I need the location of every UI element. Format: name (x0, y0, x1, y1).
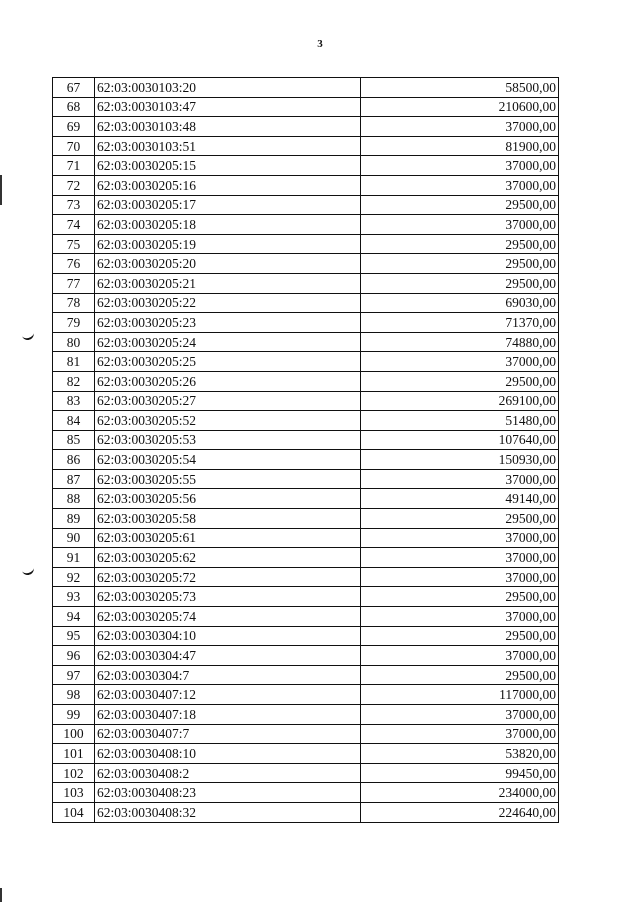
value-cell: 51480,00 (361, 411, 559, 431)
cadastral-number-cell: 62:03:0030408:2 (95, 763, 361, 783)
row-number-cell: 102 (53, 763, 95, 783)
cadastral-number-cell: 62:03:0030103:48 (95, 117, 361, 137)
table-row (53, 626, 559, 646)
value-cell: 37000,00 (361, 352, 559, 372)
row-number-cell: 104 (53, 802, 95, 822)
row-number-cell: 94 (53, 607, 95, 627)
row-number-cell: 68 (53, 97, 95, 117)
row-number-cell: 87 (53, 469, 95, 489)
cadastral-number-cell: 62:03:0030205:24 (95, 332, 361, 352)
table-row (53, 528, 559, 548)
cadastral-number-cell: 62:03:0030205:19 (95, 234, 361, 254)
table-row (53, 665, 559, 685)
value-cell: 99450,00 (361, 763, 559, 783)
value-cell: 37000,00 (361, 705, 559, 725)
row-number-cell: 86 (53, 450, 95, 470)
row-number-cell: 101 (53, 744, 95, 764)
cadastral-number-cell: 62:03:0030205:56 (95, 489, 361, 509)
table-row (53, 685, 559, 705)
table-row (53, 332, 559, 352)
table-row (53, 607, 559, 627)
row-number-cell: 103 (53, 783, 95, 803)
table-row (53, 705, 559, 725)
cadastral-number-cell: 62:03:0030205:16 (95, 175, 361, 195)
cadastral-number-cell: 62:03:0030407:7 (95, 724, 361, 744)
table-row (53, 254, 559, 274)
row-number-cell: 77 (53, 273, 95, 293)
row-number-cell: 84 (53, 411, 95, 431)
table-row (53, 352, 559, 372)
cadastral-number-cell: 62:03:0030205:58 (95, 509, 361, 529)
row-number-cell: 97 (53, 665, 95, 685)
value-cell: 69030,00 (361, 293, 559, 313)
table-row (53, 97, 559, 117)
row-number-cell: 91 (53, 548, 95, 568)
row-number-cell: 83 (53, 391, 95, 411)
margin-mark (21, 564, 35, 577)
table-row (53, 391, 559, 411)
cadastral-number-cell: 62:03:0030205:27 (95, 391, 361, 411)
cadastral-number-cell: 62:03:0030205:21 (95, 273, 361, 293)
value-cell: 37000,00 (361, 567, 559, 587)
cadastral-number-cell: 62:03:0030103:20 (95, 78, 361, 98)
cadastral-number-cell: 62:03:0030103:47 (95, 97, 361, 117)
row-number-cell: 74 (53, 215, 95, 235)
value-cell: 224640,00 (361, 802, 559, 822)
cadastral-number-cell: 62:03:0030205:23 (95, 313, 361, 333)
cadastral-number-cell: 62:03:0030205:22 (95, 293, 361, 313)
table-row (53, 724, 559, 744)
table-row (53, 489, 559, 509)
table-row (53, 136, 559, 156)
table-row (53, 469, 559, 489)
row-number-cell: 76 (53, 254, 95, 274)
value-cell: 37000,00 (361, 175, 559, 195)
cadastral-number-cell: 62:03:0030205:17 (95, 195, 361, 215)
value-cell: 58500,00 (361, 78, 559, 98)
row-number-cell: 71 (53, 156, 95, 176)
row-number-cell: 69 (53, 117, 95, 137)
value-cell: 29500,00 (361, 371, 559, 391)
table-row (53, 548, 559, 568)
table-row (53, 117, 559, 137)
value-cell: 37000,00 (361, 607, 559, 627)
value-cell: 29500,00 (361, 195, 559, 215)
cadastral-number-cell: 62:03:0030205:55 (95, 469, 361, 489)
cadastral-number-cell: 62:03:0030205:26 (95, 371, 361, 391)
cadastral-number-cell: 62:03:0030304:10 (95, 626, 361, 646)
value-cell: 81900,00 (361, 136, 559, 156)
cadastral-number-cell: 62:03:0030205:52 (95, 411, 361, 431)
row-number-cell: 95 (53, 626, 95, 646)
row-number-cell: 72 (53, 175, 95, 195)
table-row (53, 175, 559, 195)
table-row (53, 646, 559, 666)
table-row (53, 273, 559, 293)
value-cell: 71370,00 (361, 313, 559, 333)
cadastral-number-cell: 62:03:0030408:32 (95, 802, 361, 822)
cadastral-number-cell: 62:03:0030205:20 (95, 254, 361, 274)
table-row (53, 215, 559, 235)
row-number-cell: 78 (53, 293, 95, 313)
value-cell: 37000,00 (361, 646, 559, 666)
cadastral-number-cell: 62:03:0030304:7 (95, 665, 361, 685)
table-row (53, 411, 559, 431)
table-row (53, 430, 559, 450)
margin-mark (21, 329, 35, 342)
value-cell: 29500,00 (361, 665, 559, 685)
value-cell: 150930,00 (361, 450, 559, 470)
scan-edge-mark (0, 888, 2, 902)
scan-edge-mark (0, 175, 2, 205)
value-cell: 53820,00 (361, 744, 559, 764)
table-row (53, 78, 559, 98)
row-number-cell: 82 (53, 371, 95, 391)
table-row (53, 802, 559, 822)
table-row (53, 313, 559, 333)
cadastral-value-table (52, 77, 559, 823)
cadastral-number-cell: 62:03:0030205:25 (95, 352, 361, 372)
page-number: 3 (317, 38, 323, 50)
table-body (53, 78, 559, 823)
value-cell: 37000,00 (361, 156, 559, 176)
cadastral-number-cell: 62:03:0030205:53 (95, 430, 361, 450)
value-cell: 37000,00 (361, 548, 559, 568)
value-cell: 37000,00 (361, 215, 559, 235)
row-number-cell: 80 (53, 332, 95, 352)
cadastral-number-cell: 62:03:0030205:54 (95, 450, 361, 470)
table-row (53, 587, 559, 607)
value-cell: 29500,00 (361, 273, 559, 293)
table-row (53, 783, 559, 803)
table-row (53, 293, 559, 313)
row-number-cell: 75 (53, 234, 95, 254)
value-cell: 49140,00 (361, 489, 559, 509)
value-cell: 29500,00 (361, 234, 559, 254)
row-number-cell: 73 (53, 195, 95, 215)
row-number-cell: 85 (53, 430, 95, 450)
value-cell: 234000,00 (361, 783, 559, 803)
value-cell: 74880,00 (361, 332, 559, 352)
row-number-cell: 96 (53, 646, 95, 666)
row-number-cell: 79 (53, 313, 95, 333)
table-row (53, 509, 559, 529)
table-row (53, 450, 559, 470)
value-cell: 37000,00 (361, 528, 559, 548)
row-number-cell: 99 (53, 705, 95, 725)
cadastral-number-cell: 62:03:0030205:62 (95, 548, 361, 568)
table-row (53, 763, 559, 783)
value-cell: 107640,00 (361, 430, 559, 450)
value-cell: 37000,00 (361, 469, 559, 489)
cadastral-number-cell: 62:03:0030407:12 (95, 685, 361, 705)
cadastral-number-cell: 62:03:0030408:23 (95, 783, 361, 803)
cadastral-number-cell: 62:03:0030205:61 (95, 528, 361, 548)
value-cell: 29500,00 (361, 509, 559, 529)
row-number-cell: 81 (53, 352, 95, 372)
cadastral-number-cell: 62:03:0030205:74 (95, 607, 361, 627)
row-number-cell: 70 (53, 136, 95, 156)
row-number-cell: 67 (53, 78, 95, 98)
value-cell: 37000,00 (361, 117, 559, 137)
value-cell: 29500,00 (361, 254, 559, 274)
table-row (53, 156, 559, 176)
table-row (53, 195, 559, 215)
cadastral-number-cell: 62:03:0030205:72 (95, 567, 361, 587)
row-number-cell: 89 (53, 509, 95, 529)
cadastral-number-cell: 62:03:0030205:15 (95, 156, 361, 176)
row-number-cell: 88 (53, 489, 95, 509)
cadastral-number-cell: 62:03:0030407:18 (95, 705, 361, 725)
row-number-cell: 93 (53, 587, 95, 607)
cadastral-number-cell: 62:03:0030304:47 (95, 646, 361, 666)
cadastral-number-cell: 62:03:0030205:73 (95, 587, 361, 607)
value-cell: 37000,00 (361, 724, 559, 744)
cadastral-number-cell: 62:03:0030408:10 (95, 744, 361, 764)
row-number-cell: 100 (53, 724, 95, 744)
value-cell: 210600,00 (361, 97, 559, 117)
value-cell: 269100,00 (361, 391, 559, 411)
table-row (53, 744, 559, 764)
value-cell: 29500,00 (361, 626, 559, 646)
table-row (53, 567, 559, 587)
value-cell: 117000,00 (361, 685, 559, 705)
cadastral-number-cell: 62:03:0030205:18 (95, 215, 361, 235)
cadastral-number-cell: 62:03:0030103:51 (95, 136, 361, 156)
row-number-cell: 92 (53, 567, 95, 587)
row-number-cell: 90 (53, 528, 95, 548)
table-row (53, 234, 559, 254)
table-row (53, 371, 559, 391)
row-number-cell: 98 (53, 685, 95, 705)
value-cell: 29500,00 (361, 587, 559, 607)
